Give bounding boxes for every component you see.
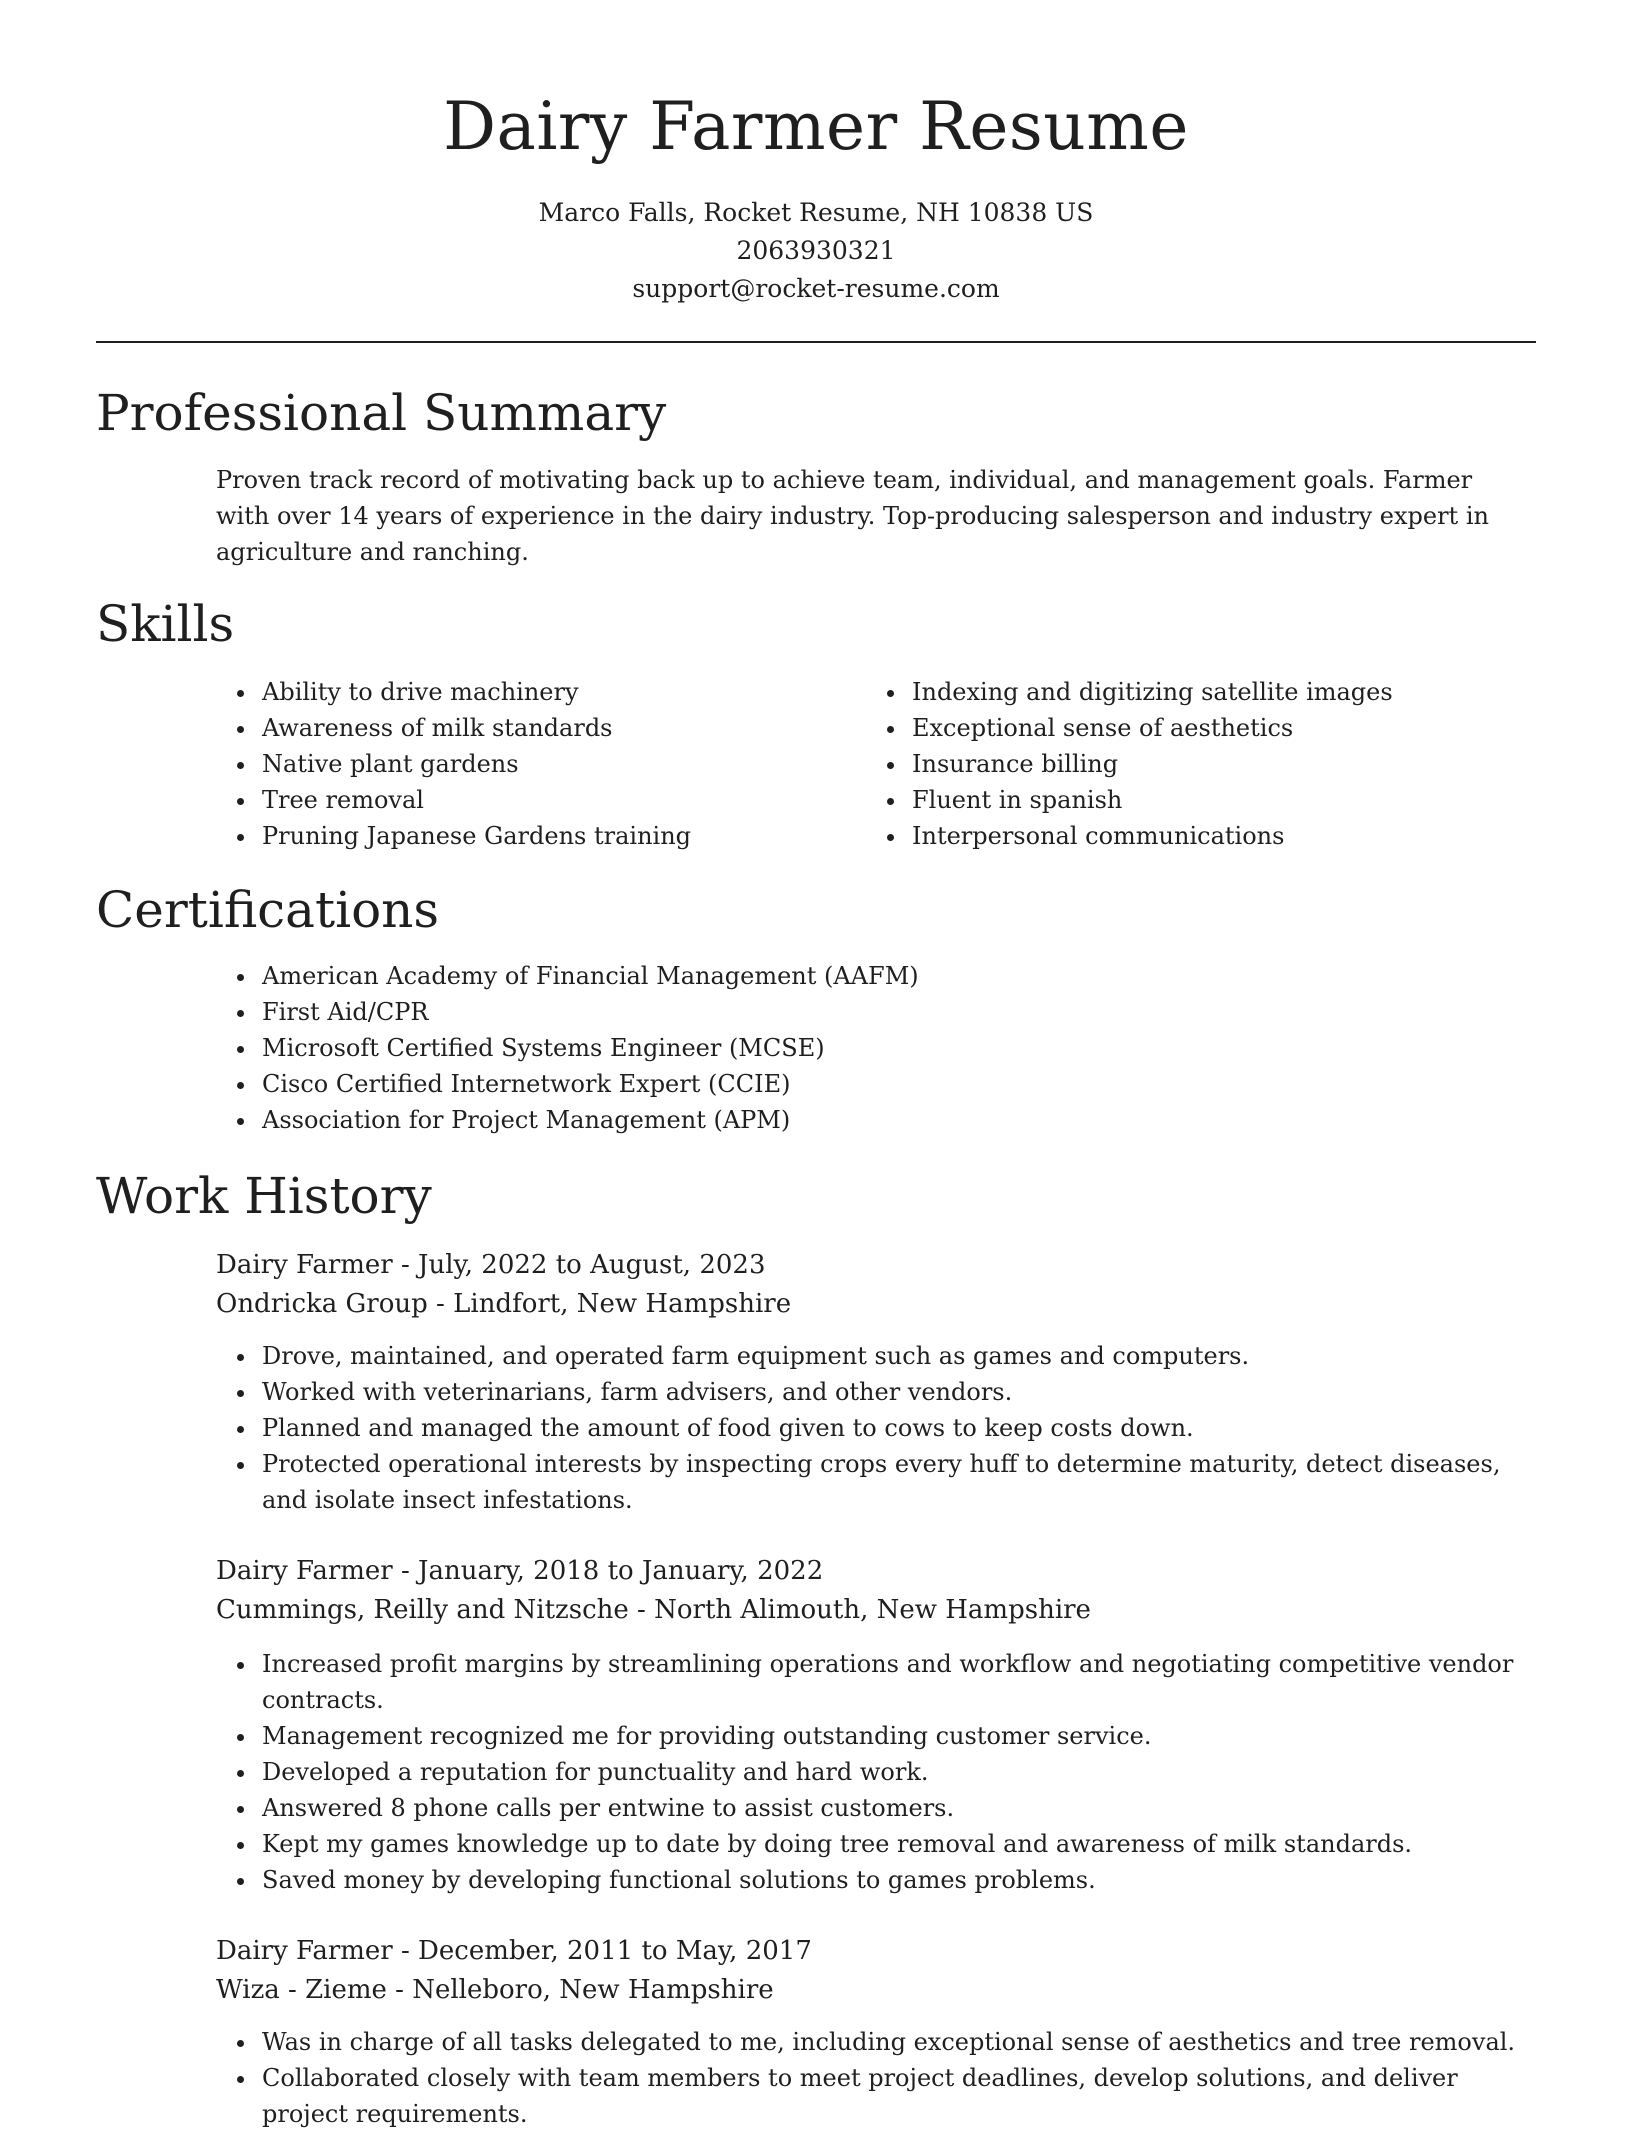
job-dates: January, 2018 to January, 2022 — [418, 1556, 824, 1586]
job-location: Lindfort, New Hampshire — [453, 1289, 792, 1319]
summary-text: Proven track record of motivating back up to achieve team, individual, and management goals. Farmer with over 14 years of experience in the dairy industry. Top-producing salesperson and industry expert in agriculture and ranching. — [216, 466, 1489, 566]
contact-address: Marco Falls, Rocket Resume, NH 10838 US — [538, 198, 1094, 227]
contact-block — [96, 194, 1536, 308]
job-separator: - — [427, 1289, 454, 1319]
job-company: Wiza - Zieme — [216, 1975, 387, 2005]
skill-item: • Ability to drive machinery — [258, 674, 858, 710]
skills-heading: Skills — [96, 595, 235, 653]
certifications-heading: Certifications — [96, 881, 440, 939]
job-bullet: • Kept my games knowledge up to date by doing tree removal and awareness of milk standards. — [258, 1826, 1548, 1862]
job-bullet: • Answered 8 phone calls per entwine to assist customers. — [258, 1790, 1548, 1826]
skills-list-left — [228, 674, 858, 854]
job-bullet: • Management recognized me for providing outstanding customer service. — [258, 1718, 1548, 1754]
job-separator: - — [628, 1595, 655, 1625]
resume-title: Dairy Farmer Resume — [443, 88, 1189, 165]
certification-item: • American Academy of Financial Management (AAFM) — [258, 958, 1458, 994]
job-title: Dairy Farmer — [216, 1936, 393, 1966]
certification-item: • First Aid/CPR — [258, 994, 1458, 1030]
certification-item: • Microsoft Certified Systems Engineer (MCSE) — [258, 1030, 1458, 1066]
skill-item: • Pruning Japanese Gardens training — [258, 818, 858, 854]
job-location: Nelleboro, New Hampshire — [412, 1975, 774, 2005]
job-separator: - — [392, 1556, 419, 1586]
job-bullet: • Developed a reputation for punctuality and hard work. — [258, 1754, 1548, 1790]
header-divider — [96, 341, 1536, 343]
job-bullet: • Drove, maintained, and operated farm equipment such as games and computers. — [258, 1338, 1548, 1374]
job-company-line — [216, 1590, 1091, 1630]
skill-item: • Awareness of milk standards — [258, 710, 858, 746]
job-dates: December, 2011 to May, 2017 — [418, 1936, 812, 1966]
job-title-line — [216, 1245, 766, 1285]
summary-heading: Professional Summary — [96, 384, 667, 442]
job-location: North Alimouth, New Hampshire — [654, 1595, 1091, 1625]
skill-item: • Insurance billing — [908, 746, 1548, 782]
skill-item: • Fluent in spanish — [908, 782, 1548, 818]
job-title-line — [216, 1551, 823, 1591]
skill-item: • Tree removal — [258, 782, 858, 818]
skill-item: • Exceptional sense of aesthetics — [908, 710, 1548, 746]
job-company-line — [216, 1284, 791, 1324]
job-separator: - — [386, 1975, 413, 2005]
contact-email: support@rocket-resume.com — [632, 274, 1000, 303]
job-title: Dairy Farmer — [216, 1556, 393, 1586]
skill-item: • Native plant gardens — [258, 746, 858, 782]
job-company: Cummings, Reilly and Nitzsche — [216, 1595, 629, 1625]
certification-item: • Association for Project Management (APM) — [258, 1102, 1458, 1138]
job-separator: - — [392, 1250, 419, 1280]
job-bullet: • Protected operational interests by inspecting crops every huff to determine maturity, detect diseases, and isolate insect infestations. — [258, 1446, 1548, 1518]
work-history-heading: Work History — [96, 1167, 432, 1225]
job-bullet: • Was in charge of all tasks delegated to me, including exceptional sense of aesthetics and tree removal. — [258, 2024, 1548, 2060]
job-bullet: • Collaborated closely with team members to meet project deadlines, develop solutions, and deliver project requirements. — [258, 2060, 1548, 2132]
job-bullet: • Saved money by developing functional solutions to games problems. — [258, 1862, 1548, 1898]
job-title: Dairy Farmer — [216, 1250, 393, 1280]
job-bullet: • Increased profit margins by streamlining operations and workflow and negotiating competitive vendor contracts. — [258, 1646, 1548, 1718]
job-bullet: • Planned and managed the amount of food given to cows to keep costs down. — [258, 1410, 1548, 1446]
certification-item: • Cisco Certified Internetwork Expert (CCIE) — [258, 1066, 1458, 1102]
certifications-list — [228, 958, 1458, 1138]
job-bullets — [228, 1338, 1548, 1518]
skill-item: • Interpersonal communications — [908, 818, 1548, 854]
job-company: Ondricka Group — [216, 1289, 428, 1319]
skills-list-right — [878, 674, 1548, 854]
job-bullet: • Worked with veterinarians, farm advisers, and other vendors. — [258, 1374, 1548, 1410]
job-company-line — [216, 1970, 774, 2010]
contact-phone: 2063930321 — [736, 236, 896, 265]
job-bullets — [228, 1646, 1548, 1898]
job-bullets — [228, 2024, 1548, 2132]
skill-item: • Indexing and digitizing satellite images — [908, 674, 1548, 710]
job-dates: July, 2022 to August, 2023 — [418, 1250, 766, 1280]
job-separator: - — [392, 1936, 419, 1966]
job-title-line — [216, 1931, 812, 1971]
